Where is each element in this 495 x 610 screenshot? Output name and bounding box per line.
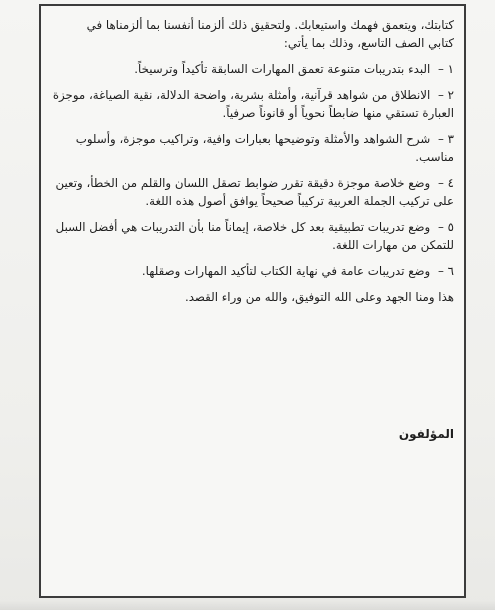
item-text-continued: مناسب. xyxy=(415,150,454,164)
item-text-continued: العبارة تستقي منها ضابطاً نحوياً أو قانوناً صرفياً. xyxy=(222,106,454,120)
item-text: وضع تدريبات تطبيقية بعد كل خلاصة، إيماناً منا بأن التدريبات هي أفضل السبل xyxy=(55,220,431,234)
body-text xyxy=(49,16,454,306)
list-item-6 xyxy=(49,262,454,280)
author-signature: المؤلفون xyxy=(398,427,454,441)
item-text-continued: على تركيب الجملة العربية تركيباً صحيحاً يوافق أصول هذه اللغة. xyxy=(145,194,454,208)
list-item-4 xyxy=(49,174,454,210)
page-frame xyxy=(39,4,466,598)
item-text: وضع تدريبات عامة في نهاية الكتاب لتأكيد المهارات وصقلها. xyxy=(141,264,431,278)
list-item-3 xyxy=(49,130,454,166)
list-item-1 xyxy=(49,60,454,78)
intro-line-2: كتابي الصف التاسع، وذلك بما يأتي: xyxy=(283,36,454,50)
closing-line: هذا ومنا الجهد وعلى الله التوفيق، والله من وراء القصد. xyxy=(184,290,454,304)
intro-line-1: كتابتك، ويتعمق فهمك واستيعابك. ولتحقيق ذلك ألزمنا أنفسنا بما ألزمناها في xyxy=(86,18,454,32)
item-number: ٥ – xyxy=(438,220,454,234)
list-item-5 xyxy=(49,218,454,254)
item-number: ٦ – xyxy=(438,264,454,278)
list-item-2 xyxy=(49,86,454,122)
item-number: ٣ – xyxy=(438,132,454,146)
item-text: الانطلاق من شواهد قرآنية، وأمثلة بشرية، واضحة الدلالة، نقية الصياغة، موجزة xyxy=(52,88,431,102)
item-text: شرح الشواهد والأمثلة وتوضيحها بعبارات وافية، وتراكيب موجزة، وأسلوب xyxy=(75,132,431,146)
item-number: ٢ – xyxy=(438,88,454,102)
item-text: وضع خلاصة موجزة دقيقة تقرر ضوابط تصقل اللسان والقلم من الخطأ، وتعين xyxy=(55,176,431,190)
item-text: البدء بتدريبات متنوعة تعمق المهارات السابقة تأكيداً وترسيخاً. xyxy=(134,62,431,76)
scan-edge-shadow xyxy=(0,600,495,610)
item-number: ٤ – xyxy=(438,176,454,190)
item-number: ١ – xyxy=(438,62,454,76)
item-text-continued: للتمكن من مهارات اللغة. xyxy=(332,238,454,252)
